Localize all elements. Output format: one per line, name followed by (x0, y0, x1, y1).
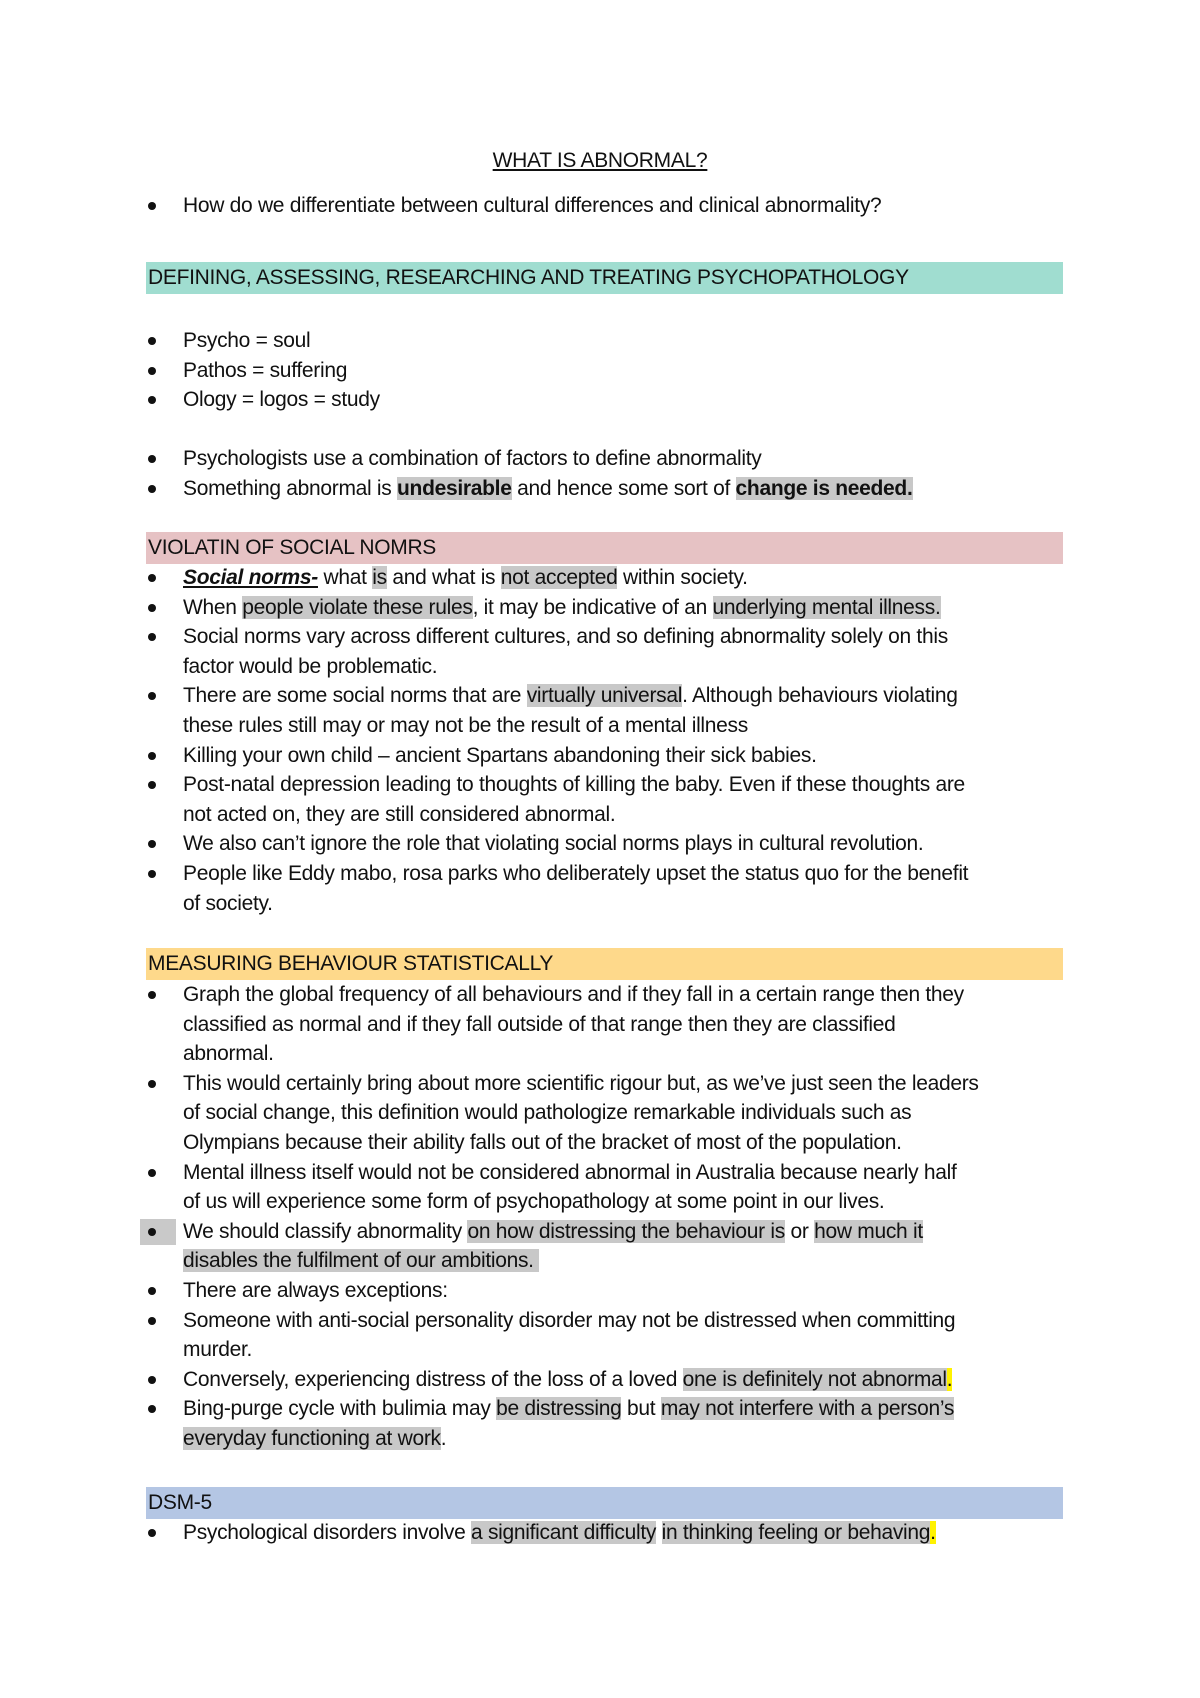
list-item: We also can’t ignore the role that violating social norms plays in cultural revolution. (146, 829, 1066, 859)
list-item: Graph the global frequency of all behaviours and if they fall in a certain range then they classified as normal and if they fall outside of that range then they are classified abnormal. (146, 980, 1066, 1069)
highlight: one is definitely not abnormal (682, 1367, 947, 1391)
bullet-icon (148, 604, 156, 612)
bullet-icon (148, 1287, 156, 1295)
list-item: Pathos = suffering (146, 356, 1066, 386)
highlight: change is needed. (735, 476, 913, 500)
bullet-icon (148, 202, 156, 210)
bullet-icon (148, 455, 156, 463)
bullet-icon (148, 1228, 156, 1236)
list-item: Post-natal depression leading to thoughts of killing the baby. Even if these thoughts are not acted on, they are still considered abnormal. (146, 770, 1066, 829)
defining-list-1 (146, 326, 1066, 415)
list-item: When people violate these rules, it may be indicative of an underlying mental illness. (146, 593, 1066, 623)
bullet-icon (148, 991, 156, 999)
highlight: how much it (814, 1219, 923, 1243)
highlight: may not interfere with a person’s (660, 1397, 955, 1421)
list-item: There are some social norms that are virtually universal. Although behaviours violating these rules still may or may not be the result of a mental illness (146, 681, 1066, 740)
list-item: Something abnormal is undesirable and hence some sort of change is needed. (146, 474, 1066, 504)
list-item: There are always exceptions: (146, 1276, 1066, 1306)
list-item: Conversely, experiencing distress of the loss of a loved one is definitely not abnormal. (146, 1365, 1066, 1395)
violatin-list (146, 563, 1066, 918)
highlight: undesirable (397, 476, 512, 500)
highlight-yellow: . (946, 1367, 953, 1391)
list-item: Social norms vary across different cultures, and so defining abnormality solely on this factor would be problematic. (146, 622, 1066, 681)
highlight-yellow: . (930, 1521, 936, 1544)
bullet-icon (148, 752, 156, 760)
list-item: We should classify abnormality on how distressing the behaviour is or how much it disables the fulfilment of our ambitions. (146, 1217, 1066, 1276)
intro-list (146, 191, 1066, 221)
bullet-icon (148, 840, 156, 848)
section-heading-dsm5: DSM-5 (146, 1487, 1063, 1519)
highlight: be distressing (496, 1397, 622, 1421)
list-item: Someone with anti-social personality disorder may not be distressed when committing murder. (146, 1306, 1066, 1365)
list-item: How do we differentiate between cultural differences and clinical abnormality? (146, 191, 1066, 221)
bullet-icon (148, 1376, 156, 1384)
highlight: on how distressing the behaviour is (467, 1219, 785, 1243)
highlight: a significant difficulty (471, 1521, 657, 1544)
highlight: underlying mental illness. (712, 595, 941, 619)
bullet-icon (148, 1405, 156, 1413)
highlight: in thinking feeling or behaving (661, 1521, 931, 1544)
bullet-icon (148, 1317, 156, 1325)
dsm-list (146, 1518, 1066, 1548)
bullet-icon (148, 485, 156, 493)
list-item: This would certainly bring about more scientific rigour but, as we’ve just seen the leaders of social change, this definition would pathologize remarkable individuals such as Olympians because their ability falls out of the bracket of most of the population. (146, 1069, 1066, 1158)
bullet-icon (148, 1080, 156, 1088)
list-item: Psycho = soul (146, 326, 1066, 356)
highlight: disables the fulfilment of our ambitions. (183, 1249, 540, 1273)
bullet-icon (148, 396, 156, 404)
defining-list-2 (146, 444, 1066, 503)
bullet-icon (148, 1169, 156, 1177)
bullet-icon (148, 367, 156, 375)
bullet-icon (148, 781, 156, 789)
section-heading-measuring: MEASURING BEHAVIOUR STATISTICALLY (146, 948, 1063, 980)
page-title: WHAT IS ABNORMAL? (492, 149, 708, 172)
list-item: Mental illness itself would not be considered abnormal in Australia because nearly half of us will experience some form of psychopathology at some point in our lives. (146, 1158, 1066, 1217)
list-item: Bing-purge cycle with bulimia may be distressing but may not interfere with a person’s everyday functioning at work. (146, 1394, 1066, 1453)
bullet-icon (148, 633, 156, 641)
highlight: virtually universal (526, 684, 683, 708)
measuring-list (146, 980, 1066, 1454)
list-item: Psychological disorders involve a significant difficulty in thinking feeling or behaving. (146, 1518, 1066, 1548)
highlight: not accepted (500, 566, 618, 589)
bullet-icon (148, 1529, 156, 1537)
list-item: Killing your own child – ancient Spartans abandoning their sick babies. (146, 741, 1066, 771)
list-item: People like Eddy mabo, rosa parks who deliberately upset the status quo for the benefit of society. (146, 859, 1066, 918)
section-heading-violatin: VIOLATIN OF SOCIAL NOMRS (146, 532, 1063, 564)
bullet-icon (148, 692, 156, 700)
bullet-icon (148, 337, 156, 345)
list-item: Social norms- what is and what is not accepted within society. (146, 563, 1066, 593)
list-item: Psychologists use a combination of factors to define abnormality (146, 444, 1066, 474)
highlight: people violate these rules (242, 595, 473, 619)
section-heading-defining: DEFINING, ASSESSING, RESEARCHING AND TREATING PSYCHOPATHOLOGY (146, 262, 1063, 294)
bullet-icon (148, 870, 156, 878)
highlight: is (372, 566, 387, 589)
bullet-icon (148, 574, 156, 582)
highlight: everyday functioning at work (183, 1426, 441, 1450)
list-item: Ology = logos = study (146, 385, 1066, 415)
